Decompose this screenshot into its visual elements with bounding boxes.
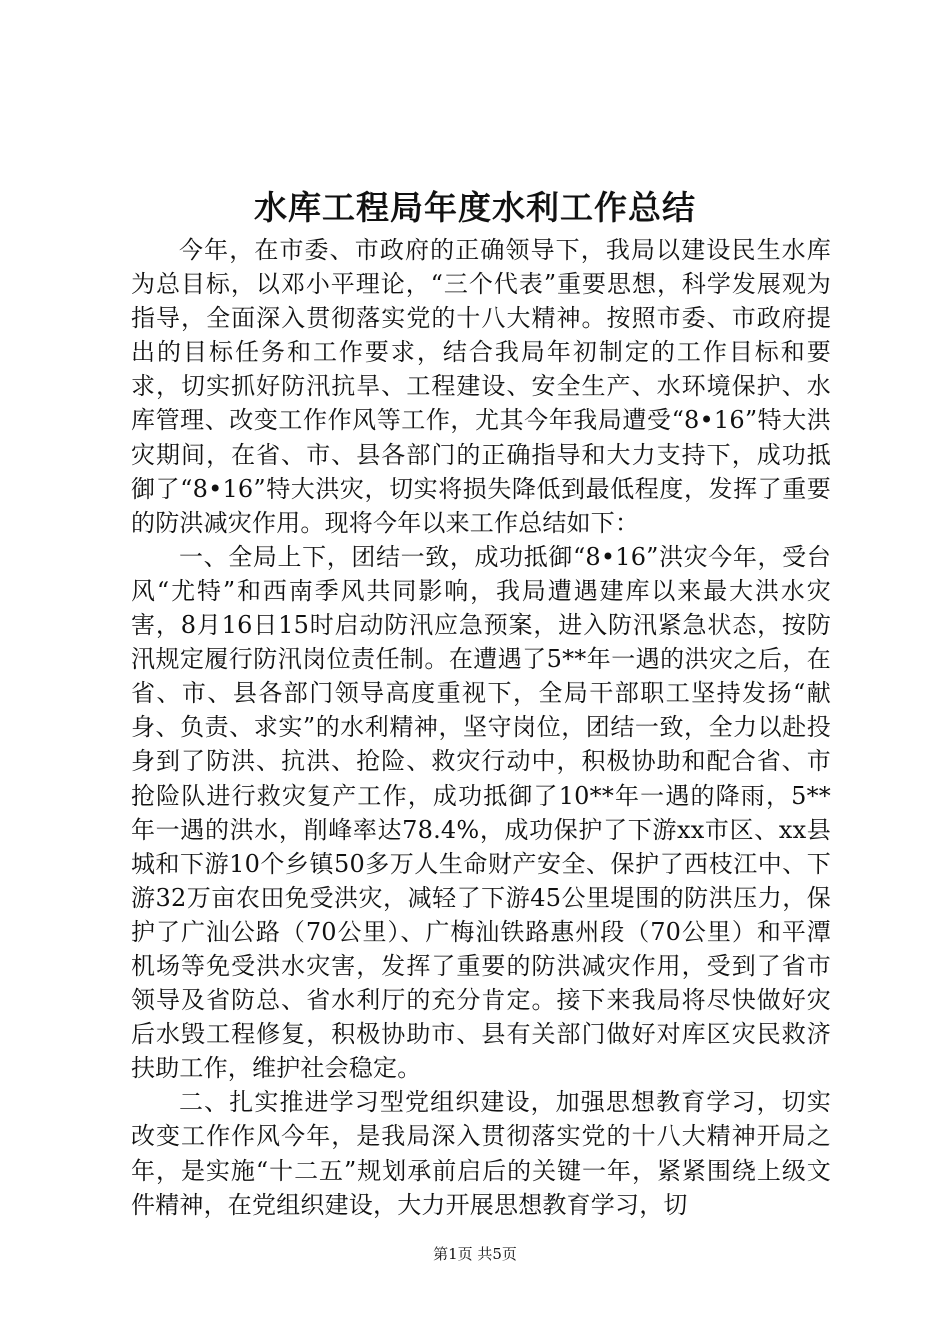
document-title: 水库工程局年度水利工作总结 xyxy=(254,188,696,227)
paragraph-section-two: 二、扎实推进学习型党组织建设，加强思想教育学习，切实改变工作作风今年，是我局深入贯彻落实党的十八大精神开局之年，是实施“十二五”规划承前启后的关键一年，紧紧围绕上级文件精神，在党组织建设，大力开展思想教育学习，切 xyxy=(131,1088,831,1219)
paragraph-intro: 今年，在市委、市政府的正确领导下，我局以建设民生水库为总目标，以邓小平理论，“三个代表”重要思想，科学发展观为指导，全面深入贯彻落实党的十八大精神。按照市委、市政府提出的目标任务和工作要求，结合我局年初制定的工作目标和要求，切实抓好防汛抗旱、工程建设、安全生产、水环境保护、水库管理、改变工作作风等工作，尤其今年我局遭受“8•16”特大洪灾期间，在省、市、县各部门的正确指导和大力支持下，成功抵御了“8•16”特大洪灾，切实将损失降低到最低程度，发挥了重要的防洪减灾作用。现将今年以来工作总结如下： xyxy=(131,236,831,537)
page-number-footer: 第1页 共5页 xyxy=(433,1245,517,1263)
paragraph-section-one: 一、全局上下，团结一致，成功抵御“8•16”洪灾今年，受台风“尤特”和西南季风共同影响，我局遭遇建库以来最大洪水灾害，8月16日15时启动防汛应急预案，进入防汛紧急状态，按防汛规定履行防汛岗位责任制。在遭遇了5**年一遇的洪灾之后，在省、市、县各部门领导高度重视下，全局干部职工坚持发扬“献身、负责、求实”的水利精神，坚守岗位，团结一致，全力以赴投身到了防洪、抗洪、抢险、救灾行动中，积极协助和配合省、市抢险队进行救灾复产工作，成功抵御了10**年一遇的降雨，5**年一遇的洪水，削峰率达78.4%，成功保护了下游xx市区、xx县城和下游10个乡镇50多万人生命财产安全、保护了西枝江中、下游32万亩农田免受洪灾，减轻了下游45公里堤围的防洪压力，保护了广汕公路（70公里）、广梅汕铁路惠州段（70公里）和平潭机场等免受洪水灾害，发挥了重要的防洪减灾作用，受到了省市领导及省防总、省水利厅的充分肯定。接下来我局将尽快做好灾后水毁工程修复，积极协助市、县有关部门做好对库区灾民救济扶助工作，维护社会稳定。 xyxy=(131,542,831,1083)
document-body xyxy=(131,233,831,1222)
